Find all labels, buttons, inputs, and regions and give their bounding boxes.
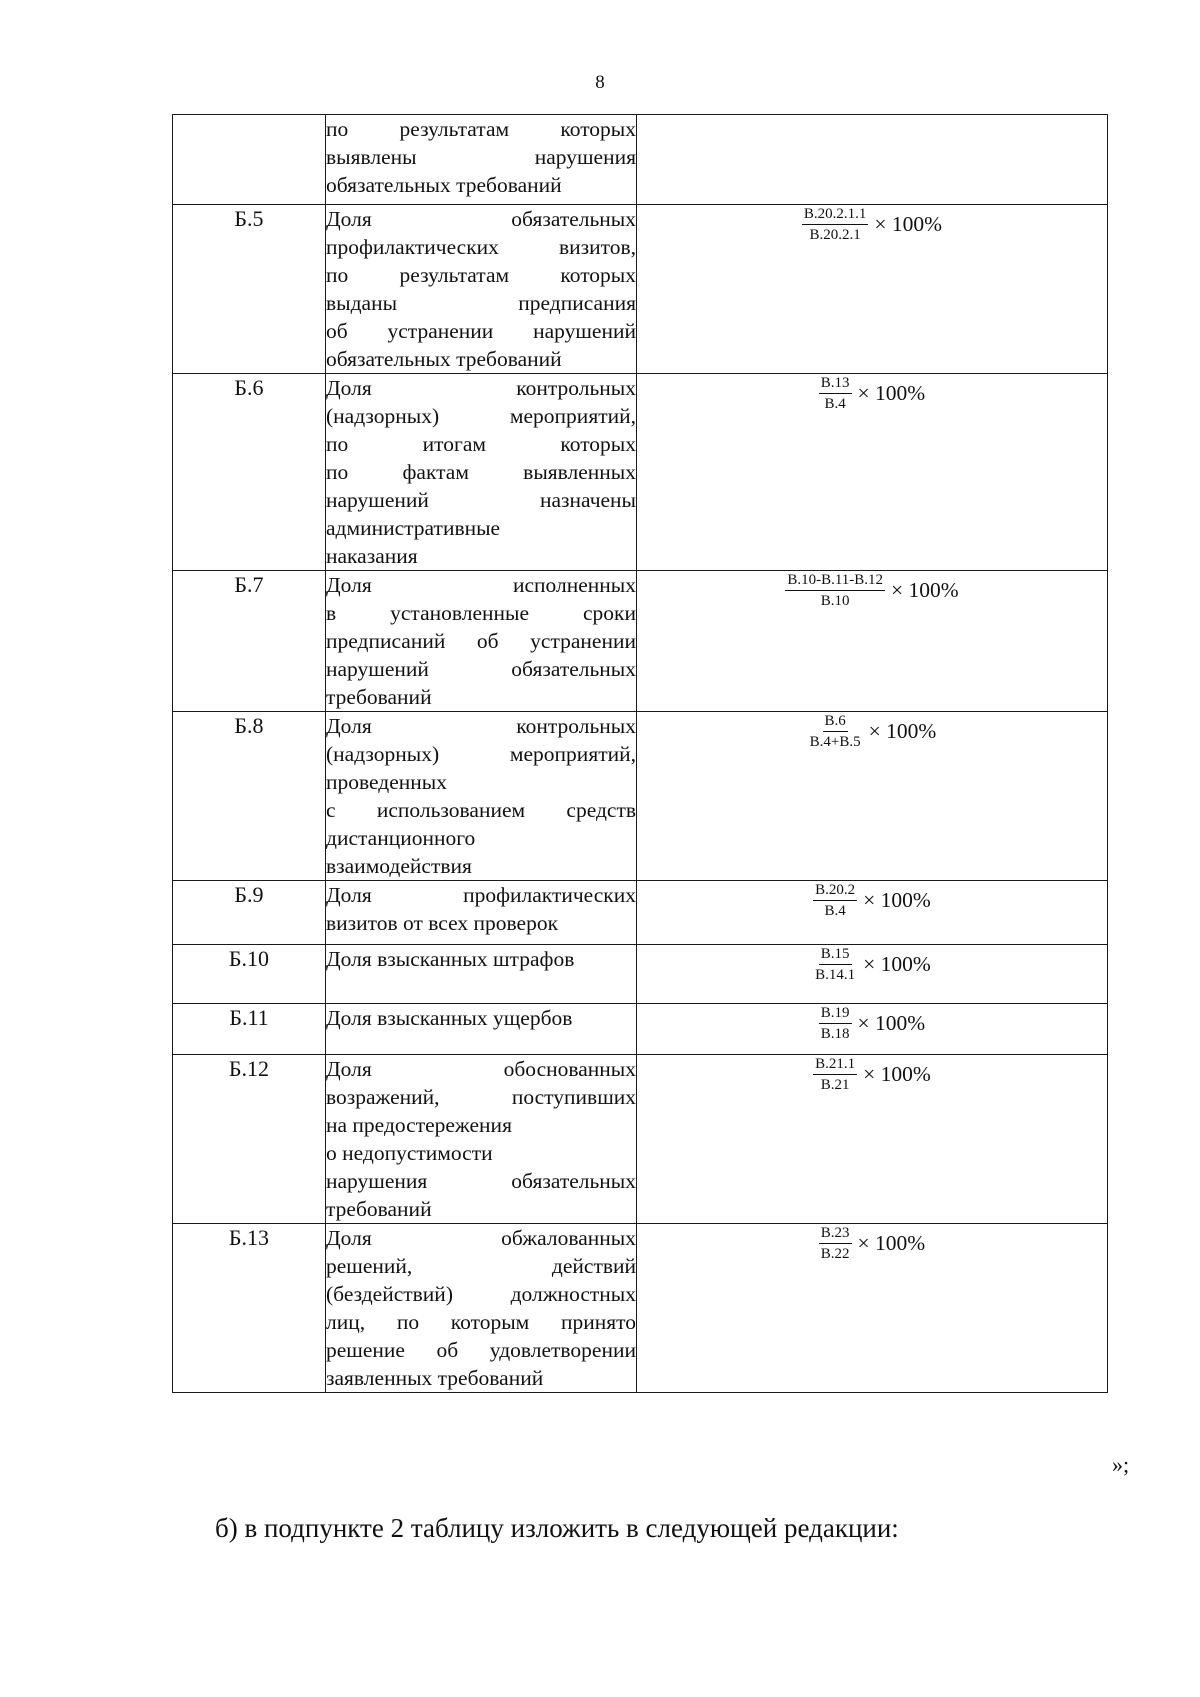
formula-numerator: В.15 [819,945,852,965]
formula-numerator: В.10-В.11-В.12 [785,571,885,591]
indicator-name-line: профилактических визитов, [326,235,636,259]
indicator-name-line: предписаний об устранении [326,629,636,653]
indicator-name-line: о недопустимости [326,1141,493,1165]
indicator-code: Б.11 [173,1004,326,1055]
formula-numerator: В.21.1 [813,1055,857,1075]
indicator-formula [637,205,1108,374]
formula-denominator: В.21 [820,1077,850,1093]
formula-expression [813,1055,931,1094]
table-row [173,1055,1108,1224]
indicator-code: Б.5 [173,205,326,374]
indicator-code: Б.6 [173,374,326,571]
formula-fraction [802,205,869,244]
table-row [173,205,1108,374]
indicator-name [326,571,637,712]
indicator-name-line: Доля взысканных штрафов [326,947,575,971]
formula-multiplier: × 100% [857,1231,926,1255]
indicator-name-line: Доля взысканных ущербов [326,1006,573,1030]
page-number: 8 [595,72,605,93]
indicator-code: Б.10 [173,945,326,1004]
formula-multiplier: × 100% [857,381,926,405]
indicator-name-line: дистанционного [326,826,476,850]
indicator-name-line: по результатам которых [326,263,636,287]
indicator-name-line: по фактам выявленных [326,460,636,484]
indicator-name-line: нарушения обязательных [326,1169,636,1193]
table-row [173,374,1108,571]
indicator-name-line: Доля контрольных [326,376,636,400]
indicator-name-line: по результатам которых [326,117,636,141]
indicator-formula [637,374,1108,571]
indicator-name-line: нарушений обязательных [326,657,636,681]
indicator-name-line: Доля обжалованных [326,1226,636,1250]
closing-quote-mark: »; [1112,1452,1130,1477]
indicator-code: Б.12 [173,1055,326,1224]
formula-numerator: В.23 [819,1224,852,1244]
indicator-name-line: Доля профилактических [326,883,636,907]
indicator-code: Б.8 [173,712,326,881]
indicator-name [326,374,637,571]
formula-denominator: В.4+В.5 [809,734,861,750]
indicator-name-line: визитов от всех проверок [326,911,559,935]
indicator-name-line: решений, действий [326,1254,636,1278]
indicator-name [326,115,637,205]
indicator-formula [637,1224,1108,1393]
formula-expression [819,374,925,413]
formula-fraction [813,1055,857,1094]
table-row [173,1224,1108,1393]
table-row [173,571,1108,712]
indicator-name-line: (надзорных) мероприятий, [326,404,636,428]
indicator-name-line: возражений, поступивших [326,1085,636,1109]
indicator-code: Б.13 [173,1224,326,1393]
table-row [173,881,1108,945]
indicator-name-line: об устранении нарушений [326,319,636,343]
indicator-name-line: обязательных требований [326,173,562,197]
formula-fraction [819,1004,852,1043]
indicator-formula [637,1004,1108,1055]
indicator-name [326,1224,637,1393]
indicator-name [326,712,637,881]
formula-fraction [819,374,852,413]
indicator-name-line: выявлены нарушения [326,145,636,169]
indicator-name-line: выданы предписания [326,291,636,315]
indicator-code [173,115,326,205]
formula-fraction [813,881,857,920]
indicator-name [326,1055,637,1224]
indicator-name-line: по итогам которых [326,432,636,456]
formula-denominator: В.20.2.1 [809,227,861,243]
formula-multiplier: × 100% [857,1011,926,1035]
indicator-name-line: требований [326,685,432,709]
formula-denominator: В.4 [824,396,846,412]
formula-expression [813,945,931,984]
formula-expression [802,205,942,244]
indicator-code: Б.9 [173,881,326,945]
formula-numerator: В.20.2 [813,881,857,901]
indicator-formula [637,571,1108,712]
indicator-table [172,114,1108,1393]
indicator-name-line: наказания [326,544,418,568]
table-row [173,945,1108,1004]
indicator-name-line: с использованием средств [326,798,636,822]
formula-fraction [785,571,885,610]
table-row [173,712,1108,881]
indicator-name-line: Доля обязательных [326,207,636,231]
indicator-name-line: обязательных требований [326,347,562,371]
indicator-name-line: решение об удовлетворении [326,1338,636,1362]
indicator-name-line: Доля обоснованных [326,1057,636,1081]
indicator-name-line: в установленные сроки [326,601,636,625]
formula-multiplier: × 100% [863,952,931,976]
indicator-formula [637,881,1108,945]
indicator-name [326,1004,637,1055]
formula-expression [819,1224,925,1263]
formula-denominator: В.10 [820,593,850,609]
indicator-formula [637,115,1108,205]
formula-numerator: В.20.2.1.1 [802,205,869,225]
formula-multiplier: × 100% [891,578,959,602]
formula-fraction [808,712,863,751]
indicator-table-body [173,115,1108,1393]
indicator-name-line: Доля исполненных [326,573,636,597]
formula-denominator: В.18 [820,1026,850,1042]
indicator-name [326,945,637,1004]
indicator-name-line: взаимодействия [326,854,472,878]
formula-expression [808,712,937,751]
formula-multiplier: × 100% [863,1062,931,1086]
formula-numerator: В.6 [823,712,848,732]
indicator-name-line: проведенных [326,770,447,794]
table-row [173,1004,1108,1055]
amendment-instruction: б) в подпункте 2 таблицу изложить в следующей редакции: [215,1513,899,1543]
formula-denominator: В.4 [824,903,846,919]
indicator-name-line: нарушений назначены [326,488,636,512]
formula-multiplier: × 100% [874,212,943,236]
formula-denominator: В.22 [820,1246,850,1262]
indicator-name-line: на предостережения [326,1113,512,1137]
formula-multiplier: × 100% [863,888,931,912]
formula-fraction [813,945,857,984]
formula-fraction [819,1224,852,1263]
formula-expression [785,571,958,610]
formula-numerator: В.13 [819,374,852,394]
formula-numerator: В.19 [819,1004,852,1024]
table-row [173,115,1108,205]
formula-multiplier: × 100% [868,719,937,743]
indicator-code: Б.7 [173,571,326,712]
indicator-formula [637,712,1108,881]
indicator-name-line: (надзорных) мероприятий, [326,742,636,766]
indicator-name-line: заявленных требований [326,1366,544,1390]
formula-expression [819,1004,925,1043]
indicator-name-line: (бездействий) должностных [326,1282,636,1306]
indicator-name-line: административные [326,516,501,540]
indicator-name-line: требований [326,1197,432,1221]
formula-denominator: В.14.1 [815,967,856,983]
indicator-name [326,881,637,945]
indicator-formula [637,1055,1108,1224]
indicator-formula [637,945,1108,1004]
indicator-name-line: лиц, по которым принято [326,1310,636,1334]
formula-expression [813,881,931,920]
indicator-name-line: Доля контрольных [326,714,636,738]
indicator-name [326,205,637,374]
